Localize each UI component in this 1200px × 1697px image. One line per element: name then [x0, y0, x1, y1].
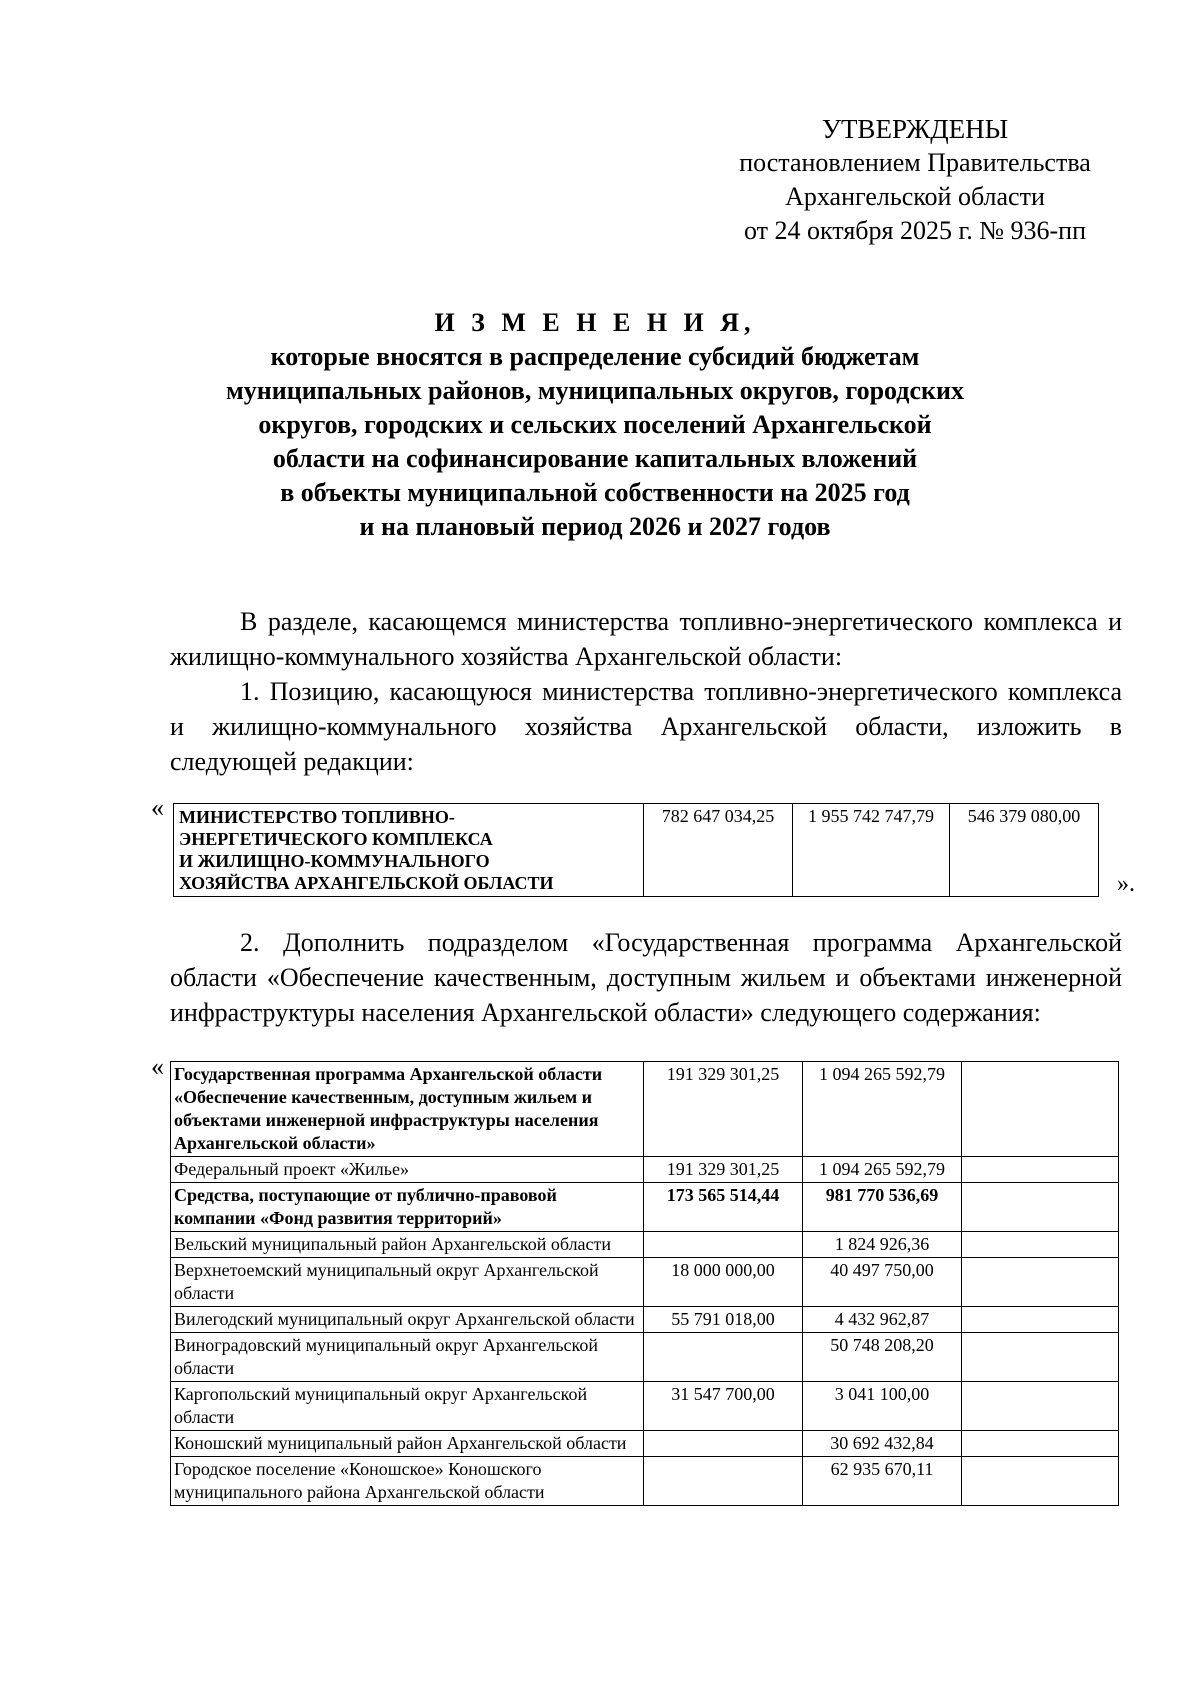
row-name-cell: Городское поселение «Коношское» Коношского муниципального района Архангельской области [171, 1457, 644, 1506]
row-name-cell: Вельский муниципальный район Архангельской области [171, 1232, 644, 1258]
approval-stamp [700, 112, 1130, 248]
opening-quote: « [151, 1052, 164, 1081]
title-line: округов, городских и сельских поселений Архангельской [258, 410, 932, 439]
amount-2027-cell [962, 1157, 1119, 1183]
row-name-cell: Государственная программа Архангельской области «Обеспечение качественным, доступным жильем и объектами инженерной инфраструктуры населения Архангельской области» [171, 1062, 644, 1157]
amount-2027-cell [962, 1307, 1119, 1333]
amount-2025-cell [644, 1431, 803, 1457]
table-row [171, 1382, 1119, 1431]
table-row [171, 1062, 1119, 1157]
table-row [171, 1307, 1119, 1333]
ministry-name-line: ХОЗЯЙСТВА АРХАНГЕЛЬСКОЙ ОБЛАСТИ [179, 873, 554, 893]
amount-2027-cell [962, 1183, 1119, 1232]
table-row [171, 1157, 1119, 1183]
table-row [171, 1333, 1119, 1382]
amount-2026-cell: 50 748 208,20 [803, 1333, 962, 1382]
approval-line: Архангельской области [785, 182, 1045, 211]
row-name-cell: Каргопольский муниципальный округ Архангельской области [171, 1382, 644, 1431]
amount-2026-cell: 40 497 750,00 [803, 1258, 962, 1307]
title-line: муниципальных районов, муниципальных округов, городских [226, 376, 964, 405]
intro-paragraph: В разделе, касающемся министерства топливно-энергетического комплекса и жилищно-коммунального хозяйства Архангельской области: [170, 607, 1122, 671]
subsection-table [170, 1061, 1119, 1506]
amount-2026-cell: 3 041 100,00 [803, 1382, 962, 1431]
amount-2025-cell: 191 329 301,25 [644, 1062, 803, 1157]
amount-2025-cell: 173 565 514,44 [644, 1183, 803, 1232]
amount-2025-cell: 31 547 700,00 [644, 1382, 803, 1431]
amount-2027-cell [962, 1431, 1119, 1457]
title-line: области на софинансирование капитальных вложений [272, 444, 918, 473]
ministry-name-cell [174, 804, 644, 897]
item-1-paragraph: 1. Позицию, касающуюся министерства топливно-энергетического комплекса и жилищно-коммунального хозяйства Архангельской области, изложить в следующей редакции: [170, 677, 1122, 776]
table-row [171, 1258, 1119, 1307]
amount-2025-cell [644, 1232, 803, 1258]
approval-title: УТВЕРЖДЕНЫ [821, 114, 1009, 144]
amount-2027-cell [962, 1457, 1119, 1506]
amount-2026-cell: 981 770 536,69 [803, 1183, 962, 1232]
amount-2027-cell [962, 1232, 1119, 1258]
title-line: которые вносятся в распределение субсидий бюджетам [270, 342, 920, 371]
ministry-name-line: ЭНЕРГЕТИЧЕСКОГО КОМПЛЕКСА [179, 829, 493, 849]
amount-2026-cell: 30 692 432,84 [803, 1431, 962, 1457]
amount-2026-cell: 4 432 962,87 [803, 1307, 962, 1333]
table-row [174, 804, 1099, 897]
row-name-cell: Верхнетоемский муниципальный округ Архангельской области [171, 1258, 644, 1307]
table-row [171, 1183, 1119, 1232]
row-name-cell: Средства, поступающие от публично-правовой компании «Фонд развития территорий» [171, 1183, 644, 1232]
amount-2025-cell: 191 329 301,25 [644, 1157, 803, 1183]
table-row [171, 1431, 1119, 1457]
approval-line: постановлением Правительства [739, 148, 1091, 177]
amount-2027-cell [962, 1382, 1119, 1431]
amount-2026-cell: 62 935 670,11 [803, 1457, 962, 1506]
row-name-cell: Виноградовский муниципальный округ Архангельской области [171, 1333, 644, 1382]
table-row [171, 1232, 1119, 1258]
amount-2027-cell: 546 379 080,00 [950, 804, 1099, 897]
amount-2026-cell: 1 094 265 592,79 [803, 1062, 962, 1157]
document-title [180, 306, 1010, 544]
amount-2025-cell: 18 000 000,00 [644, 1258, 803, 1307]
amount-2026-cell: 1 955 742 747,79 [793, 804, 950, 897]
amount-2026-cell: 1 824 926,36 [803, 1232, 962, 1258]
row-name-cell: Коношский муниципальный район Архангельской области [171, 1431, 644, 1457]
table-row [171, 1457, 1119, 1506]
amount-2027-cell [962, 1062, 1119, 1157]
row-name-cell: Федеральный проект «Жилье» [171, 1157, 644, 1183]
approval-date-number: от 24 октября 2025 г. № 936-пп [744, 216, 1086, 245]
amount-2025-cell [644, 1457, 803, 1506]
row-name-cell: Вилегодский муниципальный округ Архангельской области [171, 1307, 644, 1333]
title-line: и на плановый период 2026 и 2027 годов [359, 512, 831, 541]
ministry-name-line: МИНИСТЕРСТВО ТОПЛИВНО- [179, 807, 455, 827]
ministry-name-line: И ЖИЛИЩНО-КОММУНАЛЬНОГО [179, 851, 490, 871]
title-line: в объекты муниципальной собственности на 2025 год [280, 478, 910, 507]
ministry-table [173, 803, 1099, 897]
amount-2027-cell [962, 1258, 1119, 1307]
closing-quote: ». [1117, 871, 1135, 897]
amount-2025-cell: 782 647 034,25 [644, 804, 793, 897]
opening-quote: « [151, 793, 164, 822]
amount-2026-cell: 1 094 265 592,79 [803, 1157, 962, 1183]
amount-2025-cell [644, 1333, 803, 1382]
title-heading: И З М Е Н Е Н И Я, [434, 308, 756, 337]
amount-2027-cell [962, 1333, 1119, 1382]
amount-2025-cell: 55 791 018,00 [644, 1307, 803, 1333]
item-2-paragraph: 2. Дополнить подразделом «Государственная программа Архангельской области «Обеспечение качественным, доступным жильем и объектами инженерной инфраструктуры населения Архангельской области» следующего содержания: [170, 928, 1122, 1027]
